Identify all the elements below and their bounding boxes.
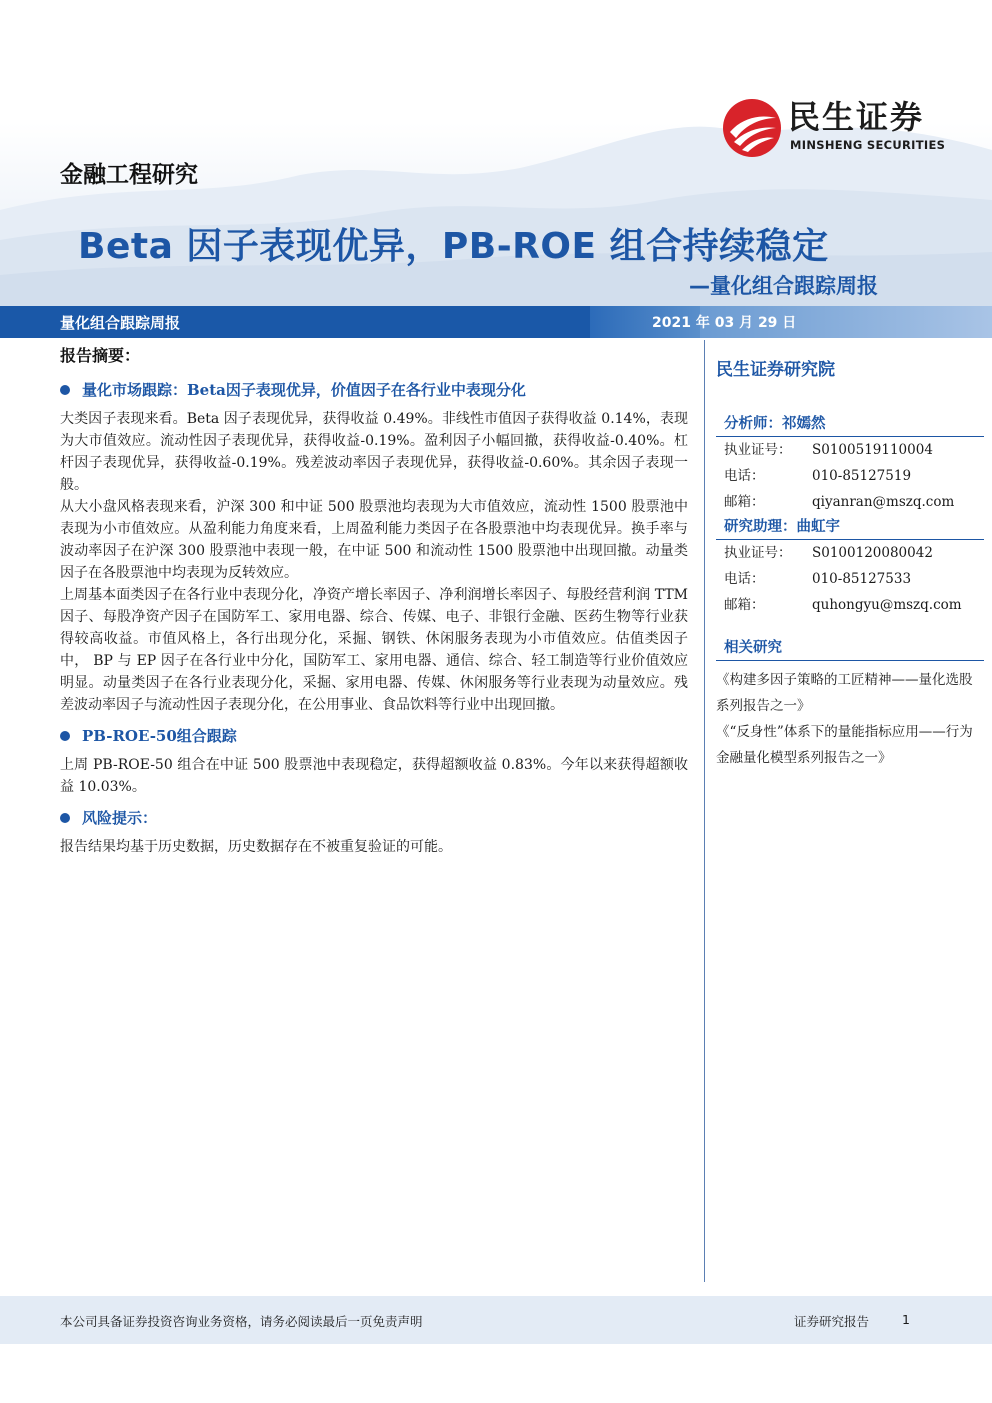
main-column bbox=[60, 344, 688, 858]
page-number: 1 bbox=[902, 1312, 910, 1327]
contact-row: 执业证号： S0100519110004 bbox=[724, 442, 933, 458]
contact-row: 电话： 010-85127519 bbox=[724, 468, 912, 484]
report-title: Beta 因子表现优异，PB-ROE 组合持续稳定 bbox=[78, 226, 829, 267]
section-heading bbox=[60, 724, 688, 748]
assistant-heading: 研究助理：曲虹宇 bbox=[716, 515, 984, 540]
paragraph: 从大小盘风格表现来看，沪深 300 和中证 500 股票池均表现为大市值效应，流动性 1500 股票池中表现为小市值效应。从盈利能力角度来看，上周盈利能力类因子在各股票池中均表现优异。换手率与波动率因子在沪深 300 股票池中表现一般，在中证 500 和流动性 1500 股票池中出现回撤。动量类因子在各股票池中均表现为反转效应。 bbox=[60, 499, 688, 581]
bullet-icon bbox=[60, 813, 70, 823]
contact-row: 邮箱： qiyanran@mszq.com bbox=[716, 489, 984, 515]
section-heading-text: 风险提示： bbox=[82, 809, 158, 827]
section-heading-text: 量化市场跟踪：Beta因子表现优异，价值因子在各行业中表现分化 bbox=[82, 381, 526, 399]
related-research-item[interactable]: 《“反身性”体系下的量能指标应用——行为金融量化模型系列报告之一》 bbox=[716, 724, 973, 766]
institute-name: 民生证券研究院 bbox=[716, 360, 835, 380]
analyst-heading: 分析师：祁嫣然 bbox=[716, 412, 984, 437]
report-subtitle: —量化组合跟踪周报 bbox=[689, 274, 878, 298]
section-heading-text: PB-ROE-50组合跟踪 bbox=[82, 727, 237, 745]
contact-row: 执业证号： S0100120080042 bbox=[724, 545, 933, 561]
contact-row: 邮箱： quhongyu@mszq.com bbox=[716, 592, 984, 618]
department-label: 金融工程研究 bbox=[60, 162, 198, 188]
report-date: 2021 年 03 月 29 日 bbox=[652, 315, 797, 331]
section-heading bbox=[60, 378, 688, 402]
brand-logo bbox=[722, 98, 952, 156]
minsheng-logo-icon bbox=[722, 98, 782, 158]
footer-disclaimer: 本公司具备证券投资咨询业务资格，请务必阅读最后一页免责声明 bbox=[60, 1314, 423, 1329]
report-banner bbox=[0, 306, 992, 338]
sidebar bbox=[716, 356, 984, 771]
email-link[interactable]: quhongyu@mszq.com bbox=[812, 597, 962, 613]
banner-left bbox=[0, 306, 590, 338]
section-heading bbox=[60, 806, 688, 830]
brand-name-cn: 民生证券 bbox=[788, 98, 925, 136]
paragraph: 大类因子表现来看。Beta 因子表现优异，获得收益 0.49%。非线性市值因子获得收益 0.14%，表现为大市值效应。流动性因子表现优异，获得收益-0.19%。盈利因子小幅回撤，获得收益-0.40%。杠杆因子表现优异，获得收益-0.19%。残差波动率因子表现优异，获得收益-0.60%。其余因子表现一般。 bbox=[60, 411, 688, 493]
footer-doc-type: 证券研究报告 bbox=[794, 1314, 870, 1329]
email-link[interactable]: qiyanran@mszq.com bbox=[812, 494, 955, 510]
related-research-item[interactable]: 《构建多因子策略的工匠精神——量化选股系列报告之一》 bbox=[716, 672, 973, 714]
bullet-icon bbox=[60, 385, 70, 395]
banner-label: 量化组合跟踪周报 bbox=[60, 314, 181, 332]
paragraph: 报告结果均基于历史数据，历史数据存在不被重复验证的可能。 bbox=[60, 839, 452, 855]
contact-row: 电话： 010-85127533 bbox=[724, 571, 912, 587]
paragraph: 上周基本面类因子在各行业中表现分化，净资产增长率因子、净利润增长率因子、每股经营利润 TTM 因子、每股净资产因子在国防军工、家用电器、综合、传媒、电子、非银行金融、医药生物等行业获得较高收益。市值风格上，各行出现分化，采掘、钢铁、休闲服务表现为小市值效应。估值类因子中， BP 与 EP 因子在各行业中分化，国防军工、家用电器、通信、综合、轻工制造等行业价值效应明显。动量类因子在各行业表现分化，采掘、家用电器、传媒、休闲服务等行业表现为动量效应。残差波动率因子与流动性因子表现分化，在公用事业、食品饮料等行业中出现回撤。 bbox=[60, 587, 688, 713]
summary-title: 报告摘要： bbox=[60, 346, 141, 365]
page-footer bbox=[0, 1296, 992, 1344]
column-divider bbox=[704, 340, 705, 1282]
bullet-icon bbox=[60, 731, 70, 741]
related-research-heading: 相关研究 bbox=[716, 636, 984, 661]
brand-name-en: MINSHENG SECURITIES bbox=[790, 138, 946, 152]
paragraph: 上周 PB-ROE-50 组合在中证 500 股票池中表现稳定，获得超额收益 0.83%。今年以来获得超额收益 10.03%。 bbox=[60, 757, 688, 795]
